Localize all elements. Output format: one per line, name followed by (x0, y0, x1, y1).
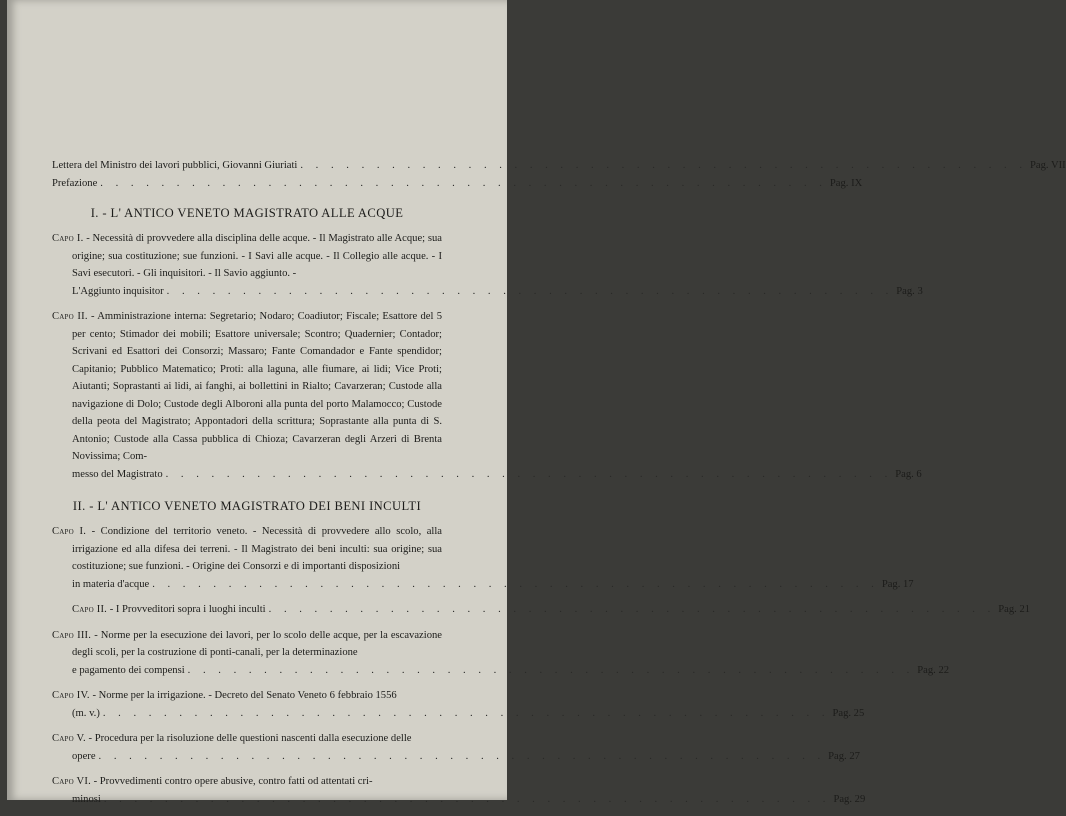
toc-line-text: Prefazione (52, 177, 98, 189)
entry-last-line (72, 466, 922, 484)
toc-line-lettera (52, 157, 1066, 175)
leader-dots: . . . . . . . . . . . . . . . . . . . . . . . . . . . . . . . . . . . . . . . . . . . . . . . . (152, 578, 879, 590)
toc-line-text: Lettera del Ministro dei lavori pubblici, Giovanni Giuriati (52, 160, 298, 171)
toc-entry (52, 523, 914, 593)
entry-last-line (72, 705, 865, 723)
entry-last-line (72, 791, 866, 809)
book-page (7, 0, 1066, 805)
toc-entry (52, 773, 866, 808)
entry-last-text: in materia d'acque (72, 578, 150, 590)
leader-dots: . . . . . . . . . . . . . . . . . . . . . . . . . . . . . . . . . . . . . . . . . . . . . . . . (300, 160, 1027, 171)
entry-text: - Condizione del territorio veneto. - Necessità di provvedere allo scolo, alla irrigazione ed alla difesa dei terreni. - Il Magistrato dei beni inculti: sua origine; sua costituzione; sue funzioni. - Origine dei Consorzi e di importanti disposizioni (72, 526, 442, 572)
toc-entry (52, 601, 1031, 619)
entry-last-line (72, 748, 860, 766)
page-number: Pag. 6 (895, 468, 922, 480)
leader-dots: . . . . . . . . . . . . . . . . . . . . . . . . . . . . . . . . . . . . . . . . . . . . . . . . (98, 750, 826, 762)
page-number: Pag. 21 (998, 604, 1031, 615)
toc-line-prefazione (52, 175, 863, 193)
leader-dots: . . . . . . . . . . . . . . . . . . . . . . . . . . . . . . . . . . . . . . . . . . . . . . . . (268, 604, 996, 615)
entry-text: - Provvedimenti contro opere abusive, contro fatti od attentati cri- (93, 776, 373, 787)
section-title: II. - L' ANTICO VENETO MAGISTRATO DEI BENI INCULTI (72, 499, 422, 513)
entry-last-text: (m. v.) (72, 707, 100, 719)
entry-text: - Procedura per la risoluzione delle questioni nascenti dalla esecuzione delle (88, 733, 412, 744)
leader-dots: . . . . . . . . . . . . . . . . . . . . . . . . . . . . . . . . . . . . . . . . . . . . . . . . (187, 664, 915, 676)
toc-entry (52, 687, 865, 722)
capo-label: Capo I. (52, 526, 87, 537)
table-of-contents (52, 157, 1066, 816)
page-number: Pag. 17 (881, 578, 914, 590)
page-number: Pag. 29 (833, 793, 866, 805)
capo-label: Capo II. (52, 311, 88, 322)
capo-label: Capo IV. (52, 690, 90, 701)
page-number: Pag. IX (829, 177, 863, 189)
entry-last-line (72, 576, 914, 594)
toc-entry (52, 230, 923, 300)
entry-last-text: opere (72, 750, 96, 762)
capo-label: Capo III. (52, 629, 92, 641)
toc-entry (52, 627, 950, 680)
leader-dots: . . . . . . . . . . . . . . . . . . . . . . . . . . . . . . . . . . . . . . . . . . . . . . . . (100, 177, 827, 189)
entry-text: - Norme per la irrigazione. - Decreto del Senato Veneto 6 febbraio 1556 (92, 690, 397, 701)
capo-label: Capo VI. (52, 776, 91, 787)
capo-label: Capo I. (52, 233, 84, 244)
capo-label: Capo V. (52, 733, 86, 744)
leader-dots: . . . . . . . . . . . . . . . . . . . . . . . . . . . . . . . . . . . . . . . . . . . . . . . . (165, 468, 893, 480)
entry-last-text: L'Aggiunto inquisitor (72, 285, 164, 297)
section-title: I. - L' ANTICO VENETO MAGISTRATO ALLE ACQUE (90, 206, 404, 220)
entry-last-text: e pagamento dei compensi (72, 664, 185, 676)
entry-last-line (72, 283, 923, 301)
capo-label: Capo II. (72, 604, 108, 615)
entry-last-line (72, 662, 950, 680)
leader-dots: . . . . . . . . . . . . . . . . . . . . . . . . . . . . . . . . . . . . . . . . . . . . . . . . (103, 793, 831, 805)
entry-last-text: messo del Magistrato (72, 468, 163, 480)
entry-text: - Amministrazione interna: Segretario; Nodaro; Coadiutor; Fiscale; Esattore del 5 per cento; Stimador dei mobili; Esattore universale; Scontro; Quadernier; Contador; Scrivani ed Esattori dei Consorzi; Massaro; Fante Comandador e Fante spendidor; Capitanio; Pubblico Matematico; Proti: alla laguna, alle fiumare, ai lidi; Vice Proti; Aiutanti; Soprastanti ai lidi, ai fanghi, ai bollettini in Rialto; Cavarzeran; Custode alla navigazione di Dolo; Custode degli Alboroni alla punta del porto Malamocco; Custode della peota del Magistrato; Appontadori della scrittura; Soprastante alla punta di S. Antonio; Custode alla Cassa pubblica di Chioza; Cavarzeran degli Arzeri di Brenta Novissima; Com- (72, 311, 442, 462)
page-number: Pag. 3 (896, 285, 923, 297)
page-number: Pag. 22 (917, 664, 950, 676)
entry-last-line (72, 601, 1031, 619)
entry-text: - Necessità di provvedere alla disciplina delle acque. - Il Magistrato alle Acque; sua origine; sua costituzione; sue funzioni. - I Savi alle acque. - Il Collegio alle acque. - I Savi esecutori. - Gli inquisitori. - Il Savio aggiunto. - (72, 233, 442, 279)
page-number: Pag. 27 (828, 750, 860, 762)
entry-last-text: - I Provveditori sopra i luoghi inculti (109, 604, 266, 615)
page-number: Pag. 25 (832, 707, 865, 719)
leader-dots: . . . . . . . . . . . . . . . . . . . . . . . . . . . . . . . . . . . . . . . . . . . . . . . . (102, 707, 830, 719)
toc-entry (52, 730, 860, 765)
leader-dots: . . . . . . . . . . . . . . . . . . . . . . . . . . . . . . . . . . . . . . . . . . . . . . . . (166, 285, 894, 297)
page-number: Pag. VII (1029, 160, 1066, 171)
entry-text: - Norme per la esecuzione dei lavori, per lo scolo delle acque, per la escavazione degli scoli, per la costruzione di ponti-canali, per la determinazione (72, 629, 442, 658)
entry-last-text: minosi (72, 793, 101, 805)
toc-entry (52, 308, 922, 483)
